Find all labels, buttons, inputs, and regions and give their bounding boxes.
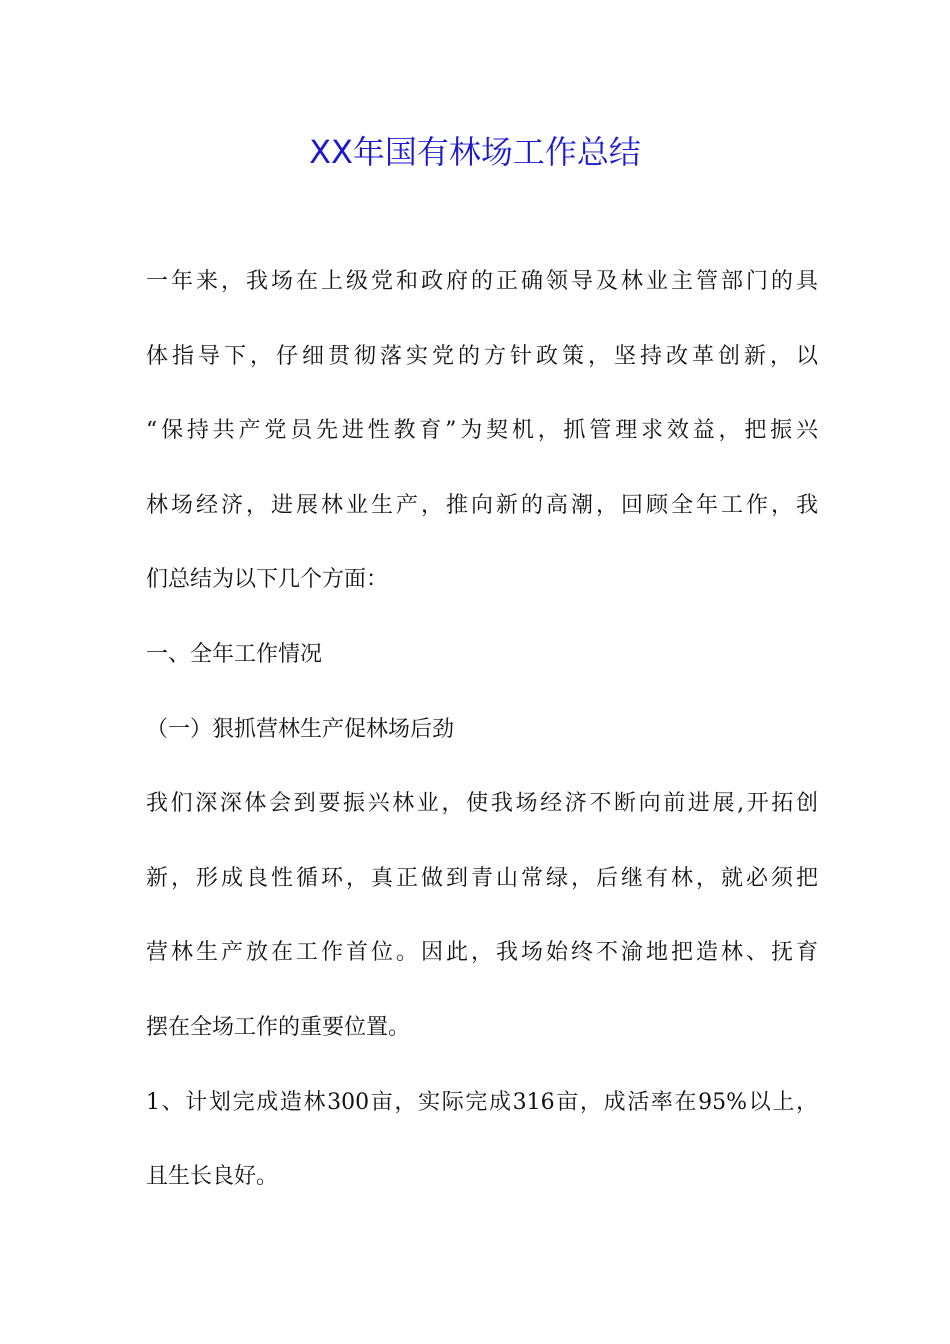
document-body: [146, 257, 818, 1227]
paragraph-line: 新，形成良性循环，真正做到青山常绿，后继有林，就必须把: [146, 865, 818, 891]
paragraph-line: 林场经济，进展林业生产，推向新的高潮，回顾全年工作，我: [146, 492, 818, 518]
paragraph-line: 一年来，我场在上级党和政府的正确领导及林业主管部门的具: [146, 269, 818, 294]
paragraph-line: 营林生产放在工作首位。因此，我场始终不渝地把造林、抚育: [146, 940, 818, 966]
list-item-line: 1、计划完成造林300亩，实际完成316亩，成活率在95%以上，: [146, 1089, 818, 1115]
paragraph-line: 我们深深体会到要振兴林业，使我场经济不断向前进展,开拓创: [146, 791, 818, 817]
list-item-line: 且生长良好。: [146, 1164, 279, 1190]
section-heading: 一、全年工作情况: [146, 641, 323, 667]
paragraph-line: 摆在全场工作的重要位置。: [146, 1014, 411, 1040]
document-title: XX年国有林场工作总结: [309, 133, 641, 171]
subsection-heading: （一）狠抓营林生产促林场后劲: [146, 716, 455, 742]
paragraph-line: 们总结为以下几个方面：: [146, 567, 389, 593]
paragraph-line: “保持共产党员先进性教育”为契机，抓管理求效益，把振兴: [146, 418, 818, 444]
paragraph-line: 体指导下，仔细贯彻落实党的方针政策，坚持改革创新，以: [146, 343, 818, 369]
